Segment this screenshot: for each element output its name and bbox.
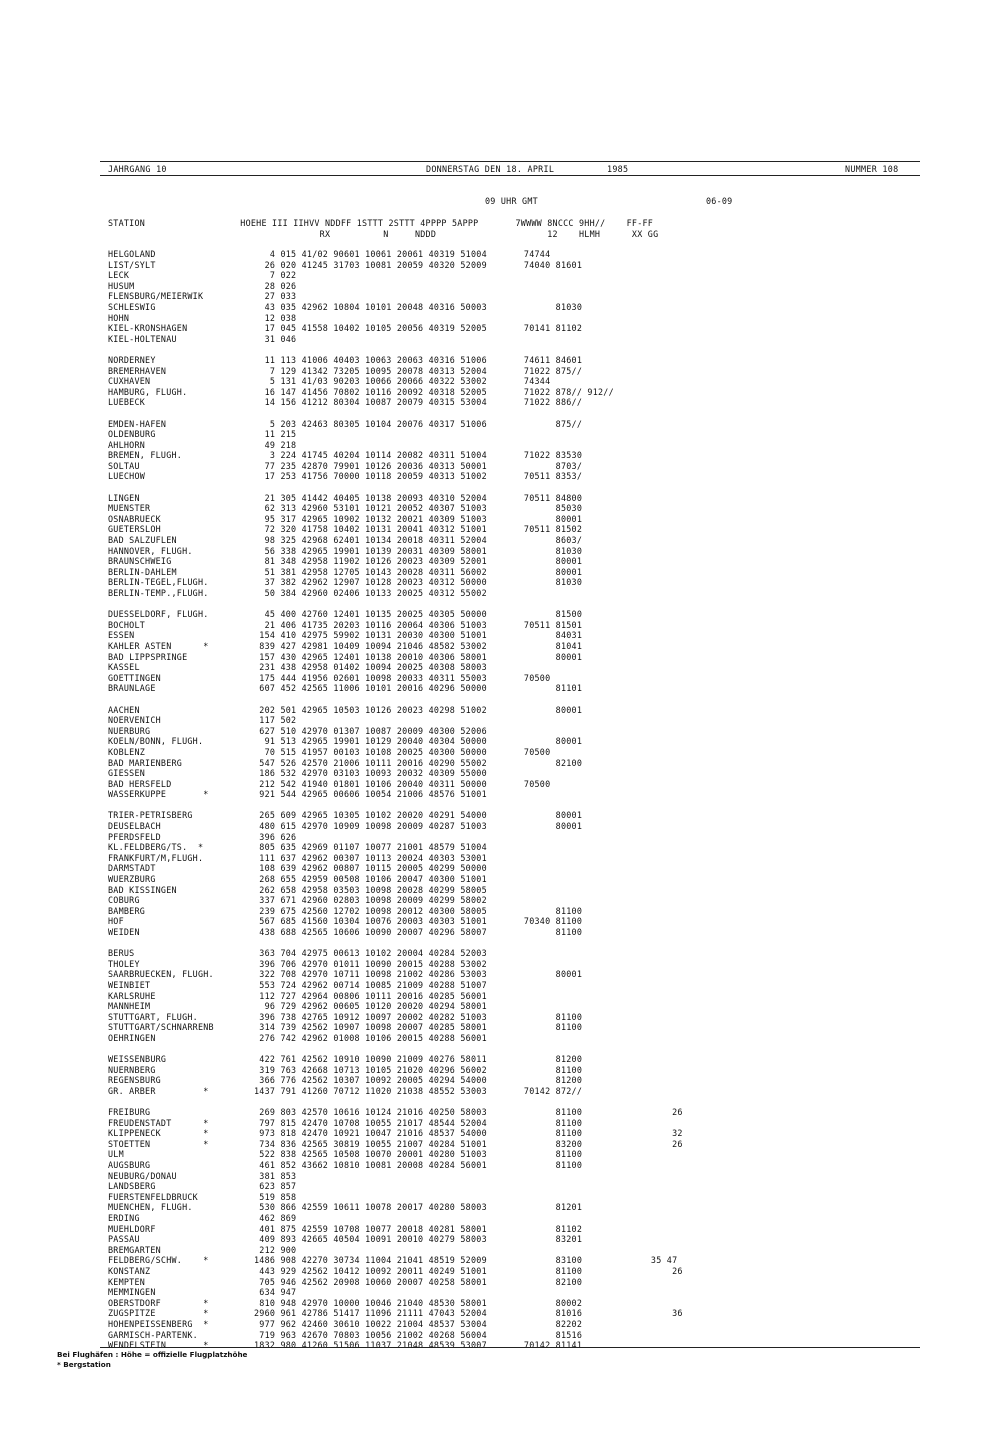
station-values: 175 444 41956 02601 10098 20033 40311 55003 70500 [254, 672, 551, 683]
station-name: KLIPPENECK * [108, 1128, 209, 1139]
station-name: OBERSTDORF * [108, 1297, 209, 1308]
station-name: HANNOVER, FLUGH. [108, 545, 193, 556]
station-values: 7 022 [254, 270, 297, 281]
station-name: LIST/SYLT [108, 259, 156, 270]
station-values: 43 035 42962 10804 10101 20048 40316 50003 81030 [254, 301, 583, 312]
station-values: 810 948 42970 10000 10046 21040 48530 58001 80002 [254, 1297, 583, 1308]
station-name: KIEL-HOLTENAU [108, 333, 177, 344]
station-values: 5 203 42463 80305 10104 20076 40317 51006 875// [254, 418, 583, 429]
station-name: BERLIN-TEGEL,FLUGH. [108, 577, 209, 588]
station-name: GARMISCH-PARTENK. [108, 1329, 198, 1340]
station-values: 705 946 42562 20908 10060 20007 40258 58001 82100 [254, 1276, 583, 1287]
station-values: 95 317 42965 10902 10132 20021 40309 51003 80001 [254, 513, 583, 524]
station-name: FLENSBURG/MEIERWIK [108, 291, 204, 302]
station-name: AUGSBURG [108, 1160, 151, 1171]
station-name: DEUSELBACH [108, 821, 161, 832]
station-name: MANNHEIM [108, 1001, 151, 1012]
station-values: 212 900 [254, 1244, 297, 1255]
station-name: NOERVENICH [108, 715, 161, 726]
group-spacer [108, 344, 214, 355]
station-values: 17 253 41756 70000 10118 20059 40313 51002 70511 8353/ [254, 471, 583, 482]
station-name: ESSEN [108, 630, 135, 641]
station-values: 21 305 41442 40405 10138 20093 40310 52004 70511 84800 [254, 492, 583, 503]
station-values: 519 858 [254, 1191, 297, 1202]
station-name: KASSEL [108, 662, 140, 673]
station-values: 186 532 42970 03103 10093 20032 40309 55000 [254, 768, 487, 779]
station-values: 627 510 42970 01307 10087 20009 40300 52006 [254, 725, 487, 736]
station-values: 26 020 41245 31703 10081 20059 40320 52009 74040 81601 [254, 259, 583, 270]
station-name: BERLIN-DAHLEM [108, 566, 177, 577]
column-header-2: RX N NDDD 12 HLMH XX GG [108, 229, 659, 239]
station-name: REGENSBURG [108, 1075, 161, 1086]
station-name: DARMSTADT [108, 863, 156, 874]
station-name: LUEBECK [108, 397, 146, 408]
station-values: 11 215 [254, 429, 297, 440]
station-values: 11 113 41006 40403 10063 20063 40316 51006 74611 84601 [254, 354, 583, 365]
station-name: HUSUM [108, 280, 135, 291]
station-name: HOHENPEISSENBERG * [108, 1318, 209, 1329]
station-values: 567 685 41560 10304 10076 20003 40303 51001 70340 81100 [254, 916, 583, 927]
station-name: PASSAU [108, 1234, 140, 1245]
station-name: OLDENBURG [108, 429, 156, 440]
station-name: BAMBERG [108, 905, 146, 916]
station-values: 719 963 42670 70803 10056 21002 40268 56004 81516 [254, 1329, 583, 1340]
station-values: 363 704 42975 00613 10102 20004 40284 52003 [254, 948, 487, 959]
station-name: OEHRINGEN [108, 1032, 156, 1043]
station-name: WUERZBURG [108, 874, 156, 885]
station-name: KEMPTEN [108, 1276, 146, 1287]
station-values: 839 427 42981 10409 10094 21046 48582 53002 81041 [254, 640, 583, 651]
group-spacer [254, 344, 683, 355]
station-values: 81 348 42958 11902 10126 20023 40309 52001 80001 [254, 556, 583, 567]
station-name: KOBLENZ [108, 746, 146, 757]
station-values: 1437 791 41260 70712 11020 21038 48552 53003 70142 872// [254, 1085, 583, 1096]
station-values: 4 015 41/02 90601 10061 20061 40319 51004 74744 [254, 249, 551, 259]
station-values: 96 729 42962 00605 10120 20020 40294 58001 [254, 1001, 487, 1012]
station-name: FREIBURG [108, 1107, 151, 1118]
header-number: NUMMER 108 [845, 164, 899, 174]
station-values: 422 761 42562 10910 10090 21009 40276 58011 81200 [254, 1054, 583, 1065]
station-values: 27 033 [254, 291, 297, 302]
header-year: 1985 [607, 164, 629, 174]
station-name: NEUBURG/DONAU [108, 1170, 177, 1181]
station-values: 5 131 41/03 90203 10066 20066 40322 53002 74344 [254, 376, 551, 387]
station-values: 366 776 42562 10307 10092 20005 40294 54000 81200 [254, 1075, 583, 1086]
station-name: GOETTINGEN [108, 672, 161, 683]
group-spacer [254, 599, 683, 610]
station-name: MUENCHEN, FLUGH. [108, 1202, 193, 1213]
station-name: STOETTEN * [108, 1138, 209, 1149]
station-name: STUTTGART/SCHNARRENB [108, 1022, 214, 1033]
station-values: 12 038 [254, 312, 297, 323]
station-name: WEIDEN [108, 927, 140, 937]
station-name: LECK [108, 270, 130, 281]
station-values: 319 763 42668 10713 10105 21020 40296 56002 81100 [254, 1064, 583, 1075]
station-name: AHLHORN [108, 439, 146, 450]
station-values: 70 515 41957 00103 10108 20025 40300 50000 70500 [254, 746, 551, 757]
station-name: STUTTGART, FLUGH. [108, 1011, 198, 1022]
station-values: 157 430 42965 12401 10138 20010 40306 58001 80001 [254, 651, 583, 662]
station-name: WEISSENBURG [108, 1054, 167, 1065]
station-values: 461 852 43662 10810 10081 20008 40284 56001 81100 [254, 1160, 583, 1171]
station-name-column [108, 249, 214, 1351]
station-values: 607 452 42565 11006 10101 20016 40296 50000 81101 [254, 683, 583, 694]
station-values: 462 869 [254, 1213, 297, 1224]
bottom-rule [100, 1347, 920, 1348]
station-name: FELDBERG/SCHW. * [108, 1255, 209, 1266]
station-values: 443 929 42562 10412 10092 20011 40249 51001 81100 26 [254, 1266, 683, 1276]
station-name: ZUGSPITZE * [108, 1308, 209, 1319]
header-rule [100, 175, 920, 176]
group-spacer [254, 1044, 683, 1055]
group-spacer [254, 800, 683, 811]
station-values: 17 045 41558 10402 10105 20056 40319 52005 70141 81102 [254, 323, 583, 334]
station-values: 111 637 42962 00307 10113 20024 40303 53001 [254, 852, 487, 863]
header-date: DONNERSTAG DEN 18. APRIL [426, 164, 555, 174]
station-name: EMDEN-HAFEN [108, 418, 167, 429]
station-name: BAD MARIENBERG [108, 757, 183, 768]
station-values: 231 438 42958 01402 10094 20025 40308 58003 [254, 662, 487, 673]
station-values: 269 803 42570 10616 10124 21016 40250 58003 81100 26 [254, 1107, 683, 1118]
station-name: GUETERSLOH [108, 524, 161, 535]
station-values: 522 838 42565 10508 10070 20001 40280 51003 81100 [254, 1149, 583, 1160]
station-values: 805 635 42969 01107 10077 21001 48579 51004 [254, 842, 487, 853]
station-values: 91 513 42965 19901 10129 20040 40304 50000 80001 [254, 736, 583, 747]
station-name: KONSTANZ [108, 1266, 151, 1276]
station-values: 49 218 [254, 439, 297, 450]
station-values: 28 026 [254, 280, 297, 291]
station-name: LINGEN [108, 492, 140, 503]
group-spacer [108, 408, 214, 419]
group-spacer [254, 694, 683, 705]
station-values: 409 893 42665 40504 10091 20010 40279 58003 83201 [254, 1234, 583, 1245]
observation-range: 06-09 [706, 196, 733, 206]
station-values: 265 609 42965 10305 10102 20020 40291 54000 80001 [254, 810, 583, 821]
station-values: 381 853 [254, 1170, 297, 1181]
group-spacer [254, 408, 683, 419]
station-name: NORDERNEY [108, 354, 156, 365]
station-name: GR. ARBER * [108, 1085, 209, 1096]
station-name: BREMERHAVEN [108, 365, 167, 376]
station-name: MUEHLDORF [108, 1223, 156, 1234]
footnote-mountain: * Bergstation [57, 1360, 111, 1369]
station-values: 3 224 41745 40204 10114 20082 40311 51004 71022 83530 [254, 450, 583, 461]
station-values: 396 738 42765 10912 10097 20002 40282 51003 81100 [254, 1011, 583, 1022]
station-name: BRAUNLAGE [108, 683, 156, 694]
station-name: BREMEN, FLUGH. [108, 450, 183, 461]
station-values: 1486 908 42270 30734 11004 21041 48519 52009 83100 35 47 [254, 1255, 678, 1266]
station-values: 797 815 42470 10708 10055 21017 48544 52004 81100 [254, 1117, 583, 1128]
station-values: 77 235 42870 79901 10126 20036 40313 50001 8703/ [254, 460, 583, 471]
footnote-airport: Bei Flughäfen : Höhe = offizielle Flugplatzhöhe [57, 1350, 248, 1359]
station-values: 268 655 42959 00508 10106 20047 40300 51001 [254, 874, 487, 885]
station-values: 16 147 41456 70802 10116 20092 40318 52005 71022 878// 912// [254, 386, 614, 397]
station-values: 401 875 42559 10708 10077 20018 40281 58001 81102 [254, 1223, 583, 1234]
station-values: 322 708 42970 10711 10098 21002 40286 53003 80001 [254, 969, 583, 980]
station-values: 72 320 41758 10402 10131 20041 40312 51001 70511 81502 [254, 524, 583, 535]
station-values: 396 706 42970 01011 10090 20015 40288 53002 [254, 958, 487, 969]
station-values: 239 675 42560 12702 10098 20012 40300 58005 81100 [254, 905, 583, 916]
group-spacer [254, 938, 683, 949]
station-values: 262 658 42958 03503 10098 20028 40299 58005 [254, 884, 487, 895]
station-name: LANDSBERG [108, 1181, 156, 1192]
group-spacer [254, 1097, 683, 1108]
station-values: 7 129 41342 73205 10095 20078 40313 52004 71022 875// [254, 365, 583, 376]
group-spacer [108, 599, 214, 610]
station-values: 977 962 42460 30610 10022 21004 48537 53004 82202 [254, 1318, 583, 1329]
station-name: BAD LIPPSPRINGE [108, 651, 188, 662]
group-spacer [108, 800, 214, 811]
station-name: DUESSELDORF, FLUGH. [108, 609, 209, 620]
station-name: SAARBRUECKEN, FLUGH. [108, 969, 214, 980]
station-name: FUERSTENFELDBRUCK [108, 1191, 198, 1202]
station-name: CUXHAVEN [108, 376, 151, 387]
observation-time: 09 UHR GMT [485, 196, 538, 206]
header-jahrgang: JAHRGANG 10 [108, 164, 167, 174]
station-values: 553 724 42962 00714 10085 21009 40288 51007 [254, 979, 487, 990]
station-values: 154 410 42975 59902 10131 20030 40300 51001 84031 [254, 630, 583, 641]
station-name: SOLTAU [108, 460, 140, 471]
station-name: AACHEN [108, 704, 140, 715]
station-name: WENDELSTEIN * [108, 1340, 209, 1351]
station-name: HELGOLAND [108, 249, 156, 259]
station-name: BOCHOLT [108, 619, 146, 630]
station-values: 547 526 42570 21006 10111 20016 40290 55002 82100 [254, 757, 583, 768]
station-values: 14 156 41212 80304 10087 20079 40315 53004 71022 886// [254, 397, 583, 408]
station-name: MEMMINGEN [108, 1287, 156, 1298]
station-values: 2960 961 42786 51417 11096 21111 47043 52004 81016 36 [254, 1308, 683, 1319]
station-name: FREUDENSTADT * [108, 1117, 209, 1128]
station-values: 530 866 42559 10611 10078 20017 40280 58003 81201 [254, 1202, 583, 1213]
station-name: HOHN [108, 312, 130, 323]
station-name: BERUS [108, 948, 135, 959]
station-name: BERLIN-TEMP.,FLUGH. [108, 588, 209, 598]
station-values: 37 382 42962 12907 10128 20023 40312 50000 81030 [254, 577, 583, 588]
station-name: SCHLESWIG [108, 301, 156, 312]
group-spacer [108, 1097, 214, 1108]
station-values: 50 384 42960 02406 10133 20025 40312 55002 [254, 588, 487, 598]
station-values: 56 338 42965 19901 10139 20031 40309 58001 81030 [254, 545, 583, 556]
station-values: 314 739 42562 10907 10098 20007 40285 58001 81100 [254, 1022, 583, 1033]
station-name: KOELN/BONN, FLUGH. [108, 736, 204, 747]
station-values: 396 626 [254, 831, 297, 842]
station-values: 634 947 [254, 1287, 297, 1298]
station-name: ULM [108, 1149, 124, 1160]
station-values: 480 615 42970 10909 10098 20009 40287 51003 80001 [254, 821, 583, 832]
station-name: BREMGARTEN [108, 1244, 161, 1255]
station-name: KL.FELDBERG/TS. * [108, 842, 204, 853]
station-name: NUERBURG [108, 725, 151, 736]
station-name: PFERDSFELD [108, 831, 161, 842]
station-values: 108 639 42962 00807 10115 20005 40299 50000 [254, 863, 487, 874]
station-name: KIEL-KRONSHAGEN [108, 323, 188, 334]
station-values: 45 400 42760 12401 10135 20025 40305 50000 81500 [254, 609, 583, 620]
station-name: TRIER-PETRISBERG [108, 810, 193, 821]
station-name: KAHLER ASTEN * [108, 640, 209, 651]
station-values: 623 857 [254, 1181, 297, 1192]
station-name: KARLSRUHE [108, 990, 156, 1001]
station-values: 276 742 42962 01008 10106 20015 40288 56001 [254, 1032, 487, 1043]
column-header-1: STATION HOEHE III IIHVV NDDFF 1STTT 2STTT 4PPPP 5APPP 7WWWW 8NCCC 9HH// FF-FF [108, 218, 654, 228]
station-values: 438 688 42565 10606 10090 20007 40296 58007 81100 [254, 927, 583, 937]
station-data-column [254, 249, 683, 1351]
station-values: 734 836 42565 30819 10055 21007 40284 51001 83200 26 [254, 1138, 683, 1149]
station-name: WEINBIET [108, 979, 151, 990]
station-values: 112 727 42964 00806 10111 20016 40285 56001 [254, 990, 487, 1001]
station-name: LUECHOW [108, 471, 146, 482]
top-rule [100, 161, 920, 162]
station-name: COBURG [108, 895, 140, 906]
station-values: 337 671 42960 02803 10098 20009 40299 58002 [254, 895, 487, 906]
station-values: 21 406 41735 20203 10116 20064 40306 51003 70511 81501 [254, 619, 583, 630]
group-spacer [108, 482, 214, 493]
station-name: BAD SALZUFLEN [108, 535, 177, 546]
station-values: 921 544 42965 00606 10054 21006 48576 51001 [254, 789, 487, 800]
group-spacer [108, 1044, 214, 1055]
station-name: NUERNBERG [108, 1064, 156, 1075]
station-name: THOLEY [108, 958, 140, 969]
station-values: 98 325 42968 62401 10134 20018 40311 52004 8603/ [254, 535, 583, 546]
station-values: 51 381 42958 12705 10143 20028 40311 56002 80001 [254, 566, 583, 577]
group-spacer [254, 482, 683, 493]
station-values: 973 818 42470 10921 10047 21016 48537 54000 81100 32 [254, 1128, 683, 1139]
station-name: BAD HERSFELD [108, 778, 172, 789]
station-values: 62 313 42960 53101 10121 20052 40307 51003 85030 [254, 503, 583, 514]
station-name: GIESSEN [108, 768, 146, 779]
station-values: 1832 980 41260 51506 11037 21048 48539 53007 70142 81141 [254, 1340, 583, 1351]
station-name: BAD KISSINGEN [108, 884, 177, 895]
group-spacer [108, 938, 214, 949]
station-name: HAMBURG, FLUGH. [108, 386, 188, 397]
station-values: 202 501 42965 10503 10126 20023 40298 51002 80001 [254, 704, 583, 715]
station-name: WASSERKUPPE * [108, 789, 209, 800]
station-values: 117 502 [254, 715, 297, 726]
station-name: MUENSTER [108, 503, 151, 514]
station-name: FRANKFURT/M,FLUGH. [108, 852, 204, 863]
station-values: 31 046 [254, 333, 297, 344]
station-name: ERDING [108, 1213, 140, 1224]
station-values: 212 542 41940 01801 10106 20040 40311 50000 70500 [254, 778, 551, 789]
station-name: BRAUNSCHWEIG [108, 556, 172, 567]
station-name: OSNABRUECK [108, 513, 161, 524]
group-spacer [108, 694, 214, 705]
station-name: HOF [108, 916, 124, 927]
